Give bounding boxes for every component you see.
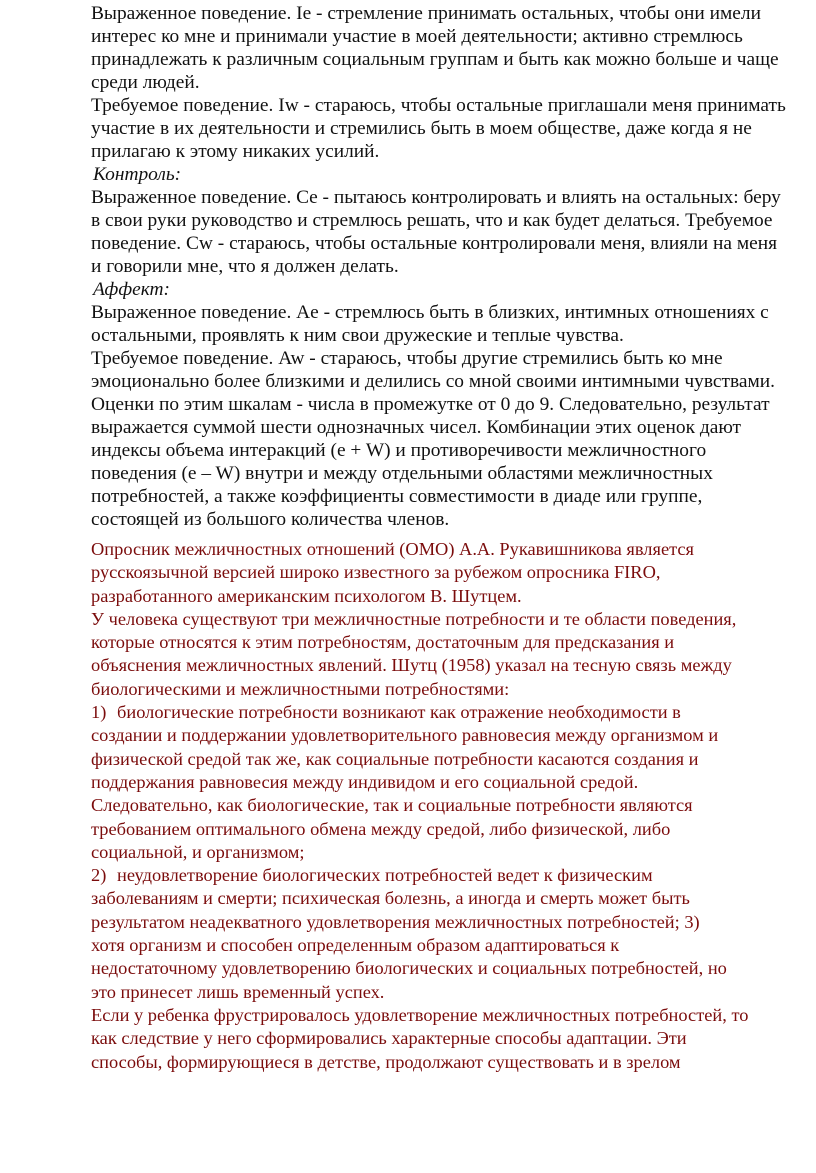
text-line: состоящей из большого количества членов. [91,509,450,530]
text-line: Оценки по этим шкалам - числа в промежутке от 0 до 9. Следовательно, результат [91,394,770,415]
text-line: выражается суммой шести однозначных чисел. Комбинации этих оценок дают [91,417,742,438]
text-line: среди людей. [91,72,200,93]
text-line: поддержания равновесия между индивидом и его социальной средой. [91,771,639,792]
text-line: остальными, проявлять к ним свои дружеские и теплые чувства. [91,325,624,346]
text-line: Аффект: [93,279,170,300]
text-line: Выраженное поведение. Ie - стремление принимать остальных, чтобы они имели [91,3,761,24]
list-item-2 [91,864,811,1004]
firo-scales-section [91,0,811,531]
text-line: в свои руки руководство и стремлюсь решать, что и как будет делаться. Требуемое [91,210,773,231]
text-line: результатом неадекватного удовлетворения межличностных потребностей; 3) [91,911,700,932]
text-line: Следовательно, как биологические, так и социальные потребности являются [91,795,693,816]
control-paragraph [91,186,811,278]
affect-heading [91,278,811,301]
text-line: Если у ребенка фрустрировалось удовлетворение межличностных потребностей, то [91,1004,749,1025]
omo-questionnaire-section [91,538,811,1074]
text-line [91,701,811,724]
text-line: Контроль: [93,164,182,185]
omo-intro-paragraph [91,538,811,608]
text-line: русскоязычной версией широко известного за рубежом опросника FIRO, [91,562,661,583]
inclusion-expressed-paragraph [91,2,811,94]
text-line: Требуемое поведение. Aw - стараюсь, чтобы другие стремились быть ко мне [91,348,723,369]
text-span: неудовлетворение биологических потребностей ведет к физическим [117,865,653,886]
text-line: которые относятся к этим потребностям, достаточным для предсказания и [91,632,675,653]
text-line: требованием оптимального обмена между средой, либо физической, либо [91,818,671,839]
text-line: способы, формирующиеся в детстве, продолжают существовать и в зрелом [91,1051,681,1072]
text-line: индексы объема интеракций (e + W) и противоречивости межличностного [91,440,707,461]
text-line: интерес ко мне и принимали участие в моей деятельности; активно стремлюсь [91,26,743,47]
text-line: физической средой так же, как социальные потребности касаются создания и [91,748,699,769]
text-line: как следствие у него сформировались характерные способы адаптации. Эти [91,1028,687,1049]
text-line: социальной, и организмом; [91,841,305,862]
text-line: принадлежать к различным социальным группам и быть как можно больше и чаще [91,49,779,70]
text-line: биологическими и межличностными потребностями: [91,678,510,699]
text-line: Требуемое поведение. Iw - стараюсь, чтобы остальные приглашали меня принимать [91,95,786,116]
text-line [91,864,811,887]
text-line: участие в их деятельности и стремились быть в моем обществе, даже когда я не [91,118,752,139]
text-line: разработанного американским психологом В. Шутцем. [91,585,522,606]
text-line: Опросник межличностных отношений (ОМО) А.А. Рукавишникова является [91,539,694,559]
text-span: биологические потребности возникают как отражение необходимости в [117,702,681,723]
text-line: поведение. Cw - стараюсь, чтобы остальные контролировали меня, влияли на меня [91,233,778,254]
inclusion-wanted-paragraph [91,94,811,163]
text-line: создании и поддержании удовлетворительного равновесия между организмом и [91,725,719,746]
list-item-1 [91,701,811,864]
control-heading [91,163,811,186]
text-line: потребностей, а также коэффициенты совместимости в диаде или группе, [91,486,703,507]
text-line: Выраженное поведение. Ae - стремлюсь быть в близких, интимных отношениях с [91,302,769,323]
text-line: эмоционально более близкими и делились со мной своими интимными чувствами. [91,371,775,392]
text-line: прилагаю к этому никаких усилий. [91,141,380,162]
text-line: У человека существуют три межличностные потребности и те области поведения, [91,608,737,629]
text-line: объяснения межличностных явлений. Шутц (1958) указал на тесную связь между [91,655,732,676]
affect-wanted-paragraph [91,347,811,531]
text-line: хотя организм и способен определенным образом адаптироваться к [91,935,620,956]
text-line: и говорили мне, что я должен делать. [91,256,399,277]
text-line: это принесет лишь временный успех. [91,981,385,1002]
affect-expressed-paragraph [91,301,811,347]
child-adaptation-paragraph [91,1004,811,1074]
text-line: поведения (e – W) внутри и между отдельными областями межличностных [91,463,713,484]
text-line: недостаточному удовлетворению биологических и социальных потребностей, но [91,958,727,979]
needs-paragraph [91,608,811,701]
list-number: 1) [91,702,107,723]
list-number: 2) [91,865,107,886]
text-line: Выраженное поведение. Ce - пытаюсь контролировать и влиять на остальных: беру [91,187,781,208]
text-line: заболеваниям и смерти; психическая болезнь, а иногда и смерть может быть [91,888,690,909]
